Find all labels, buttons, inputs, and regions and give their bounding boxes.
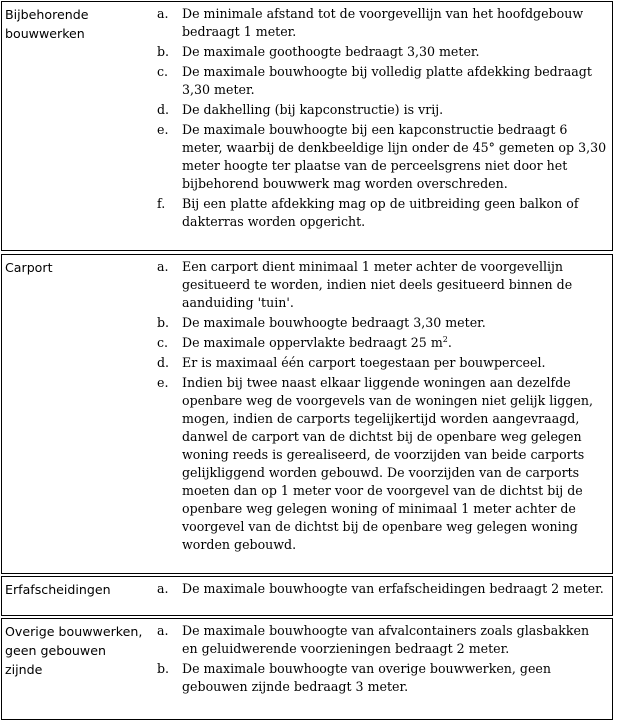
- section-label: Overige bouwwerken, geen gebouwen zijnde: [5, 624, 143, 677]
- section-label: Bijbehorende bouwwerken: [5, 7, 89, 41]
- item-list: [157, 580, 608, 600]
- list-item: [157, 195, 608, 231]
- list-item: [157, 101, 608, 119]
- item-letter: a.: [157, 259, 169, 274]
- section-overige-bouwwerken: [1, 618, 613, 720]
- list-item: [157, 622, 608, 658]
- item-text: [182, 334, 608, 352]
- item-text-main: De maximale oppervlakte bedraagt 25 m: [182, 335, 443, 350]
- list-item: [157, 5, 608, 41]
- list-item: [157, 334, 608, 352]
- list-item: [157, 63, 608, 99]
- list-item: [157, 314, 608, 332]
- item-letter: e.: [157, 375, 169, 390]
- item-letter: d.: [157, 355, 170, 370]
- item-letter: d.: [157, 102, 170, 117]
- item-letter: a.: [157, 581, 169, 596]
- item-letter: b.: [157, 315, 170, 330]
- item-list: [157, 622, 608, 698]
- item-text: De maximale goothoogte bedraagt 3,30 meter.: [182, 44, 480, 59]
- item-text: Er is maximaal één carport toegestaan per bouwperceel.: [182, 355, 546, 370]
- item-text: Bij een platte afdekking mag op de uitbreiding geen balkon of dakterras worden opgericht.: [182, 196, 579, 229]
- item-text-suffix: .: [447, 335, 452, 350]
- item-letter: c.: [157, 335, 169, 350]
- section-carport: [1, 254, 613, 574]
- item-letter: c.: [157, 64, 169, 79]
- list-item: [157, 43, 608, 61]
- item-text: De minimale afstand tot de voorgevellijn van het hoofdgebouw bedraagt 1 meter.: [182, 6, 584, 39]
- item-text: De maximale bouwhoogte van afvalcontainers zoals glasbakken en geluidwerende voorzieningen bedraagt 2 meter.: [182, 623, 590, 656]
- item-list: [157, 258, 608, 556]
- item-text: De maximale bouwhoogte bij volledig platte afdekking bedraagt 3,30 meter.: [182, 64, 592, 97]
- item-text: De maximale bouwhoogte van erfafscheidingen bedraagt 2 meter.: [182, 581, 604, 596]
- list-item: [157, 374, 608, 554]
- section-label: Carport: [5, 260, 53, 275]
- item-letter: b.: [157, 44, 170, 59]
- section-label: Erfafscheidingen: [5, 582, 111, 597]
- item-text: Indien bij twee naast elkaar liggende woningen aan dezelfde openbare weg de voorgevels van de woningen niet gelijk liggen, mogen, indien de carports tegelijkertijd worden aangevraagd, danwel de carport van de dichtst bij de openbare weg gelegen woning reeds is gerealiseerd, de voorzijden van beide carports gelijkliggend worden gebouwd. De voorzijden van de carports moeten dan op 1 meter voor de voorgevel van de dichtst bij de openbare weg gelegen woning of minimaal 1 meter achter de voorgevel van de dichtst bij de openbare weg gelegen woning worden gebouwd.: [182, 375, 593, 552]
- item-letter: e.: [157, 122, 169, 137]
- item-text: De maximale bouwhoogte bedraagt 3,30 meter.: [182, 315, 486, 330]
- list-item: [157, 580, 608, 598]
- item-letter: a.: [157, 623, 169, 638]
- section-bijbehorende-bouwwerken: [1, 1, 613, 251]
- item-text: De dakhelling (bij kapconstructie) is vrij.: [182, 102, 444, 117]
- item-letter: a.: [157, 6, 169, 21]
- list-item: [157, 354, 608, 372]
- item-text: De maximale bouwhoogte van overige bouwwerken, geen gebouwen zijnde bedraagt 3 meter.: [182, 661, 551, 694]
- item-text: De maximale bouwhoogte bij een kapconstructie bedraagt 6 meter, waarbij de denkbeeldige lijn onder de 45° gemeten op 3,30 meter hoogte ter plaatse van de perceelsgrens niet door het bijbehorend bouwwerk mag worden overschreden.: [182, 122, 607, 191]
- superscript: 2: [442, 335, 448, 344]
- list-item: [157, 258, 608, 312]
- list-item: [157, 121, 608, 193]
- item-letter: f.: [157, 196, 166, 211]
- list-item: [157, 660, 608, 696]
- item-list: [157, 5, 608, 233]
- item-text: Een carport dient minimaal 1 meter achter de voorgevellijn gesitueerd te worden, indien niet deels gesitueerd binnen de aanduiding 'tuin'.: [182, 259, 573, 310]
- section-erfafscheidingen: [1, 576, 613, 616]
- item-letter: b.: [157, 661, 170, 676]
